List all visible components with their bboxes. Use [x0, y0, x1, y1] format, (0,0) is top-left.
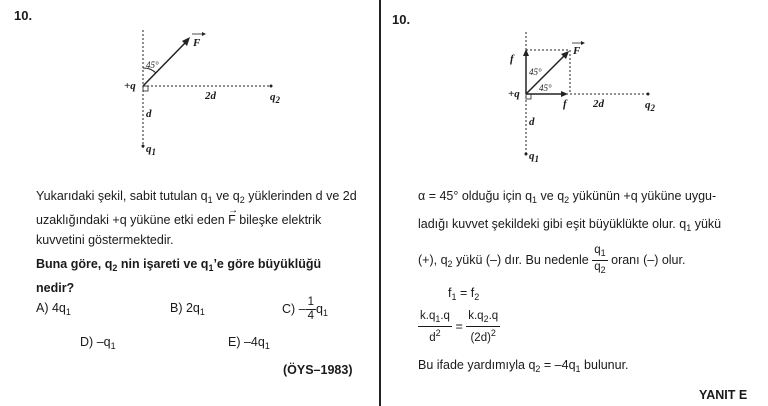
- fig-label-charge: +q: [124, 80, 136, 92]
- fig-label-q2-right: $q_2$: [645, 99, 655, 113]
- solution-panel: [382, 0, 768, 406]
- fig-label-f-right: f: [563, 98, 567, 110]
- solution-line-3: (+), $q_2$ yükü (–) dır. Bu nedenle $\frac{q_1}{q_2}$ oranı (–) olur.: [418, 244, 686, 275]
- fig-label-q1-right: $q_1$: [529, 150, 539, 164]
- prompt-line-2: nedir?: [36, 281, 75, 295]
- solution-line-1: α = 45° olduğu için $q_1$ ve $q_2$ yükünün +q yüküne uygu-: [418, 189, 717, 205]
- option-d[interactable]: D) $-q_1$: [80, 335, 116, 351]
- answer-label: YANIT E: [699, 388, 748, 402]
- fig-label-45: 45°: [146, 60, 159, 70]
- option-a[interactable]: A) $4q_1$: [36, 301, 71, 317]
- fig-label-2d-right: 2d: [593, 98, 604, 110]
- fig-label-F-result: F: [573, 45, 581, 57]
- fig-label-q2: $q_2$: [270, 91, 280, 105]
- fig-label-d-right: d: [529, 116, 535, 128]
- fig-label-d: d: [146, 108, 152, 120]
- fig-label-2d: 2d: [205, 90, 216, 102]
- fig-label-q1: $q_1$: [146, 143, 156, 157]
- result-line: Bu ifade yardımıyla $q_2 = -4q_1$ bulunur.: [418, 358, 629, 374]
- solution-number: 10.: [392, 12, 411, 27]
- question-body: [36, 186, 366, 250]
- fig-label-F: F: [193, 37, 201, 49]
- question-line-2: uzaklığındaki +q yüküne etki eden → F bileşke elektrik: [36, 210, 366, 230]
- prompt-line-1: Buna göre, $q_2$ nin işareti ve $q_1’e$ göre büyüklüğü: [36, 257, 322, 273]
- solution-body: [418, 186, 758, 277]
- fig-label-f-top: f: [510, 53, 514, 65]
- question-panel: [0, 0, 378, 406]
- option-e[interactable]: E) $-4q_1$: [228, 335, 270, 351]
- fig-label-45-b: 45°: [539, 83, 552, 93]
- source-label: (ÖYS–1983): [283, 363, 353, 377]
- question-prompt: [36, 254, 366, 298]
- equation-force-equality: $f_1 = f_2$: [448, 286, 480, 302]
- fig-label-45-a: 45°: [529, 67, 542, 77]
- column-divider: [379, 0, 381, 406]
- option-c[interactable]: C) – $\frac{1}{4}$ $q_1$: [282, 296, 329, 322]
- option-b[interactable]: B) $2q_1$: [170, 301, 205, 317]
- question-number: 10.: [14, 8, 33, 23]
- solution-figure: [382, 0, 768, 170]
- question-line-3: kuvvetini göstermektedir.: [36, 233, 174, 247]
- question-line-1: Yukarıdaki şekil, sabit tutulan $q_1$ ve $q_2$ yüklerinden d ve 2d: [36, 189, 357, 205]
- question-figure: [0, 0, 378, 170]
- equation-coulomb: $\frac{k.q_1.q}{d^2}$ = $\frac{k.q_2.q}{(2d)^2}$: [420, 310, 499, 344]
- solution-line-2: ladığı kuvvet şekildeki gibi eşit büyüklükte olur. $q_1$ yükü: [418, 217, 722, 233]
- fig-label-charge-right: +q: [508, 88, 520, 100]
